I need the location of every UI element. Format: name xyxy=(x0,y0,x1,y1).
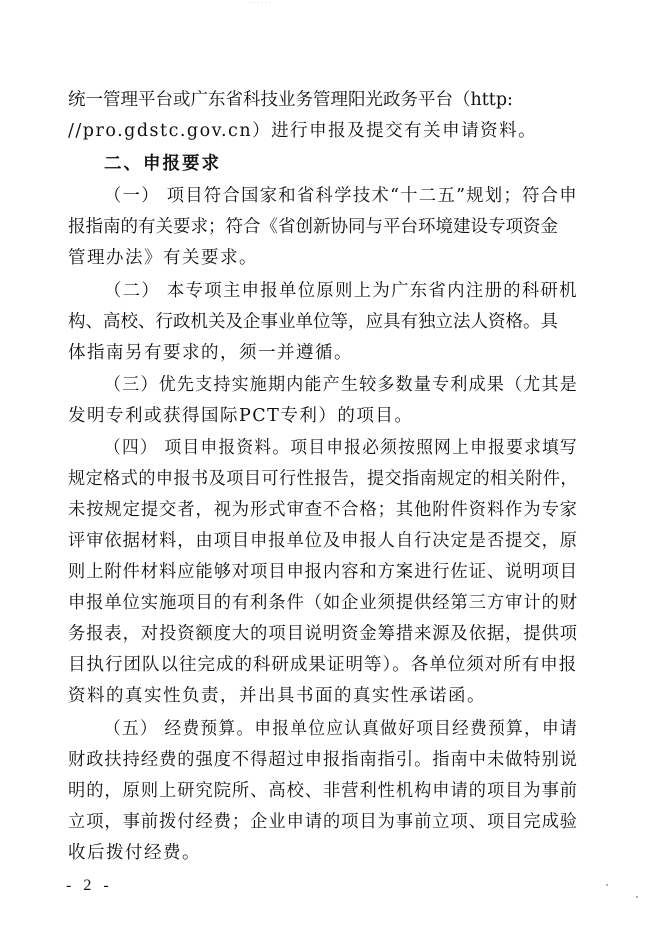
body-line xyxy=(68,591,586,615)
body-line xyxy=(104,436,602,460)
body-line xyxy=(104,717,602,741)
body-line xyxy=(104,184,585,208)
text-run: 立项，事前拨付经费；企业申请的项目为事前立项、项目完成验 xyxy=(68,812,579,832)
text-run: 评审依据材料，由项目申报单位及申报人自行决定是否提交，原 xyxy=(68,531,579,551)
text-run: （一） 项目符合国家和省科学技术“十二五”规划；符合申 xyxy=(104,186,578,206)
body-line xyxy=(68,841,201,865)
body-line xyxy=(68,246,258,270)
text-run: （三）优先支持实施期内能产生较多数量专利成果（尤其是 xyxy=(104,375,579,395)
text-run: （五） 经费预算。申报单位应认真做好项目经费预算，申请 xyxy=(104,719,579,739)
body-line xyxy=(104,279,583,303)
text-run: 未按规定提交者，视为形式审查不合格；其他附件资料作为专家 xyxy=(68,500,579,520)
text-run: 构、高校、行政机关及企事业单位等，应具有独立法人资格。具 xyxy=(68,312,558,332)
text-run: 收后拨付经费。 xyxy=(68,843,201,863)
text-run: 则上附件材料应能够对项目申报内容和方案进行佐证、说明项目 xyxy=(68,562,579,582)
body-line xyxy=(68,779,586,803)
body-line xyxy=(68,810,586,834)
text-run: （四） 项目申报资料。项目申报必须按照网上申报要求填写 xyxy=(104,438,579,458)
scan-speck xyxy=(606,884,608,886)
text-run: 管理办法》有关要求。 xyxy=(68,248,258,268)
body-line xyxy=(68,467,590,491)
body-line xyxy=(68,404,413,428)
text-run: （二） 本专项主申报单位原则上为广东省内注册的科研机 xyxy=(104,281,579,301)
scan-header-mark: · · · · · · xyxy=(250,0,271,5)
text-run: 申报单位实施项目的有利条件（如企业须提供经第三方审计的财 xyxy=(68,593,579,613)
body-line xyxy=(104,373,593,397)
text-run: 统一管理平台或广东省科技业务管理阳光政务平台（http: xyxy=(68,90,513,110)
section-heading xyxy=(104,152,221,176)
body-line xyxy=(68,215,576,239)
heading-text: 二、申报要求 xyxy=(104,154,221,174)
text-run: 资料的真实性负责，并出具书面的真实性承诺函。 xyxy=(68,686,486,706)
body-line xyxy=(68,748,586,772)
text-run: 规定格式的申报书及项目可行性报告，提交指南规定的相关附件， xyxy=(68,469,578,489)
body-line xyxy=(68,653,577,677)
body-line xyxy=(68,310,576,334)
body-line xyxy=(68,88,576,112)
body-line xyxy=(68,560,586,584)
body-line xyxy=(68,341,353,365)
page-number: - 2 - xyxy=(66,877,113,894)
text-run: 目执行团队以往完成的科研成果证明等）。各单位须对所有申报 xyxy=(68,655,578,675)
text-run: //pro.gdstc.gov.cn）进行申报及提交有关申请资料。 xyxy=(68,121,538,141)
body-line xyxy=(68,529,586,553)
body-line xyxy=(68,622,586,646)
text-run: 务报表，对投资额度大的项目说明资金筹措来源及依据，提供项 xyxy=(68,624,579,644)
text-run: 报指南的有关要求；符合《省创新协同与平台环境建设专项资金 xyxy=(68,217,558,237)
body-line xyxy=(68,684,486,708)
body-line xyxy=(68,498,586,522)
scan-speck xyxy=(636,896,638,898)
text-run: 发明专利或获得国际PCT专利）的项目。 xyxy=(68,406,414,426)
text-run: 体指南另有要求的，须一并遵循。 xyxy=(68,343,353,363)
text-run: 明的，原则上研究院所、高校、非营利性机构申请的项目为事前 xyxy=(68,781,579,801)
body-line xyxy=(68,119,537,143)
text-run: 财政扶持经费的强度不得超过申报指南指引。指南中未做特别说 xyxy=(68,750,579,770)
